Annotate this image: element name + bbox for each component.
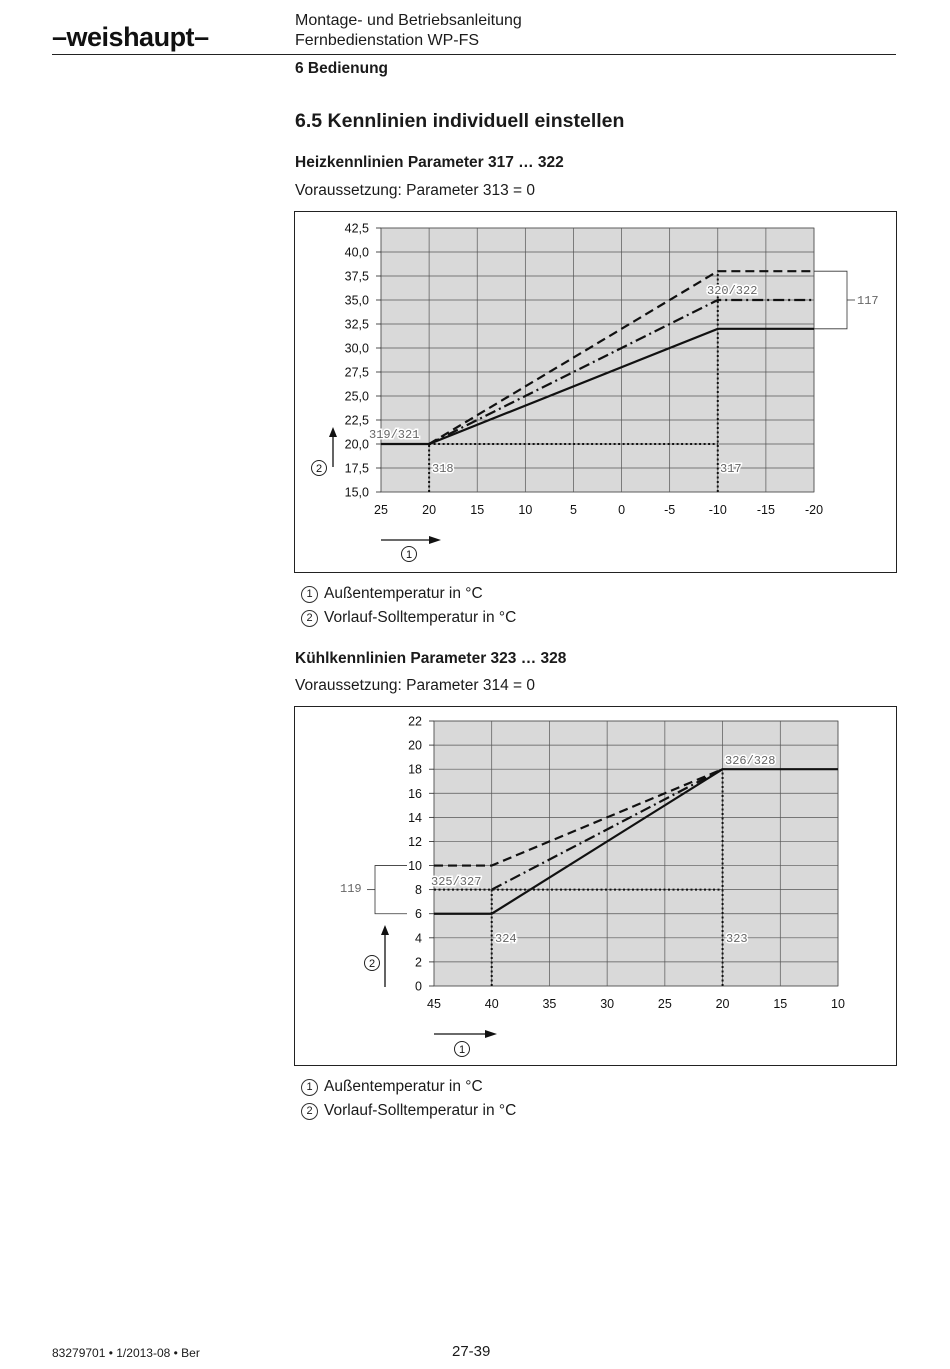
legend-text: Vorlauf-Solltemperatur in °C (324, 1102, 517, 1119)
legend-number: 2 (301, 1103, 318, 1120)
y-tick-label: 6 (415, 907, 422, 922)
heating-legend-item (301, 609, 516, 627)
legend-number: 1 (301, 586, 318, 603)
y-tick-label: 22 (408, 714, 422, 729)
y-tick-label: 15,0 (344, 485, 369, 500)
plot-area (434, 721, 838, 986)
heating-heading: Heizkennlinien Parameter 317 … 322 (295, 154, 564, 171)
x-tick-label: 25 (657, 997, 672, 1011)
y-tick-label: 8 (415, 883, 422, 898)
x-axis-marker-number: 1 (458, 1044, 466, 1056)
legend-text: Vorlauf-Solltemperatur in °C (324, 609, 517, 626)
y-axis-marker-number: 2 (315, 463, 323, 475)
heating-legend-item (301, 585, 483, 603)
legend-text: Außentemperatur in °C (324, 585, 483, 602)
range-bracket (375, 866, 407, 914)
section-title: 6.5 Kennlinien individuell einstellen (295, 110, 625, 132)
x-axis-marker-number: 1 (405, 549, 413, 561)
y-tick-label: 32,5 (344, 317, 369, 332)
x-tick-label: 10 (518, 503, 533, 517)
x-tick-label: 15 (773, 997, 788, 1011)
doc-title-line2: Fernbedienstation WP-FS (295, 32, 480, 49)
y-tick-label: 25,0 (344, 389, 369, 404)
annotation-label: 117 (857, 294, 879, 308)
header-divider (52, 54, 896, 55)
y-axis-arrow-head (381, 925, 389, 935)
x-tick-label: 10 (831, 997, 845, 1011)
footer-page-number: 27-39 (452, 1343, 491, 1360)
chapter-label: 6 Bedienung (295, 60, 389, 77)
y-tick-label: 42,5 (344, 221, 369, 236)
weishaupt-logo: –weishaupt– (52, 22, 209, 52)
y-tick-label: 22,5 (344, 413, 369, 428)
x-tick-label: 0 (618, 503, 626, 517)
y-axis-marker-number: 2 (368, 958, 376, 970)
doc-title-line1: Montage- und Betriebsanleitung (295, 12, 522, 29)
y-tick-label: 37,5 (344, 269, 369, 284)
plot-area (381, 228, 814, 492)
annotation-label: 323 (726, 932, 748, 946)
legend-number: 1 (301, 1079, 318, 1096)
annotation-label: 319/321 (369, 428, 420, 442)
y-tick-label: 30,0 (344, 341, 369, 356)
footer-doc-number: 83279701 • 1/2013-08 • Ber (52, 1346, 200, 1360)
x-tick-label: 20 (422, 503, 437, 517)
x-tick-label: -20 (804, 503, 824, 517)
y-tick-label: 35,0 (344, 293, 369, 308)
x-tick-label: 15 (470, 503, 485, 517)
legend-number: 2 (301, 610, 318, 627)
x-tick-label: 5 (569, 503, 577, 517)
y-tick-label: 10 (408, 859, 422, 874)
x-tick-label: 20 (715, 997, 730, 1011)
x-tick-label: 25 (374, 503, 388, 517)
x-tick-label: 35 (542, 997, 557, 1011)
x-tick-label: 45 (427, 997, 441, 1011)
y-tick-label: 20 (408, 738, 422, 753)
annotation-label: 318 (432, 462, 454, 476)
y-tick-label: 27,5 (344, 365, 369, 380)
annotation-label: 317 (720, 462, 742, 476)
y-tick-label: 4 (415, 931, 422, 946)
y-tick-label: 0 (415, 979, 422, 994)
x-axis-arrow-head (429, 536, 441, 544)
y-tick-label: 40,0 (344, 245, 369, 260)
annotation-label: 119 (340, 882, 362, 896)
heating-figure (294, 211, 897, 573)
y-tick-label: 12 (408, 834, 422, 849)
annotation-label: 325/327 (431, 875, 482, 889)
x-tick-label: -10 (708, 503, 727, 517)
annotation-label: 320/322 (707, 284, 758, 298)
cooling-chart (295, 707, 896, 1065)
x-tick-label: 30 (600, 997, 615, 1011)
y-tick-label: 20,0 (344, 437, 369, 452)
cooling-legend-item (301, 1102, 516, 1120)
y-tick-label: 16 (408, 786, 422, 801)
x-axis-arrow-head (485, 1030, 497, 1038)
y-axis-arrow-head (329, 427, 337, 437)
cooling-heading: Kühlkennlinien Parameter 323 … 328 (295, 650, 567, 667)
heating-prerequisite: Voraussetzung: Parameter 313 = 0 (295, 182, 535, 199)
x-tick-label: 40 (484, 997, 499, 1011)
y-tick-label: 18 (408, 762, 422, 777)
range-bracket (814, 271, 847, 329)
y-tick-label: 14 (408, 810, 422, 825)
legend-text: Außentemperatur in °C (324, 1078, 483, 1095)
cooling-legend-item (301, 1078, 483, 1096)
y-tick-label: 2 (415, 955, 422, 970)
x-tick-label: -5 (664, 503, 676, 517)
annotation-label: 326/328 (725, 754, 776, 768)
cooling-figure (294, 706, 897, 1066)
heating-chart (295, 212, 896, 572)
cooling-prerequisite: Voraussetzung: Parameter 314 = 0 (295, 677, 535, 694)
annotation-label: 324 (495, 932, 517, 946)
x-tick-label: -15 (756, 503, 775, 517)
y-tick-label: 17,5 (344, 461, 369, 476)
